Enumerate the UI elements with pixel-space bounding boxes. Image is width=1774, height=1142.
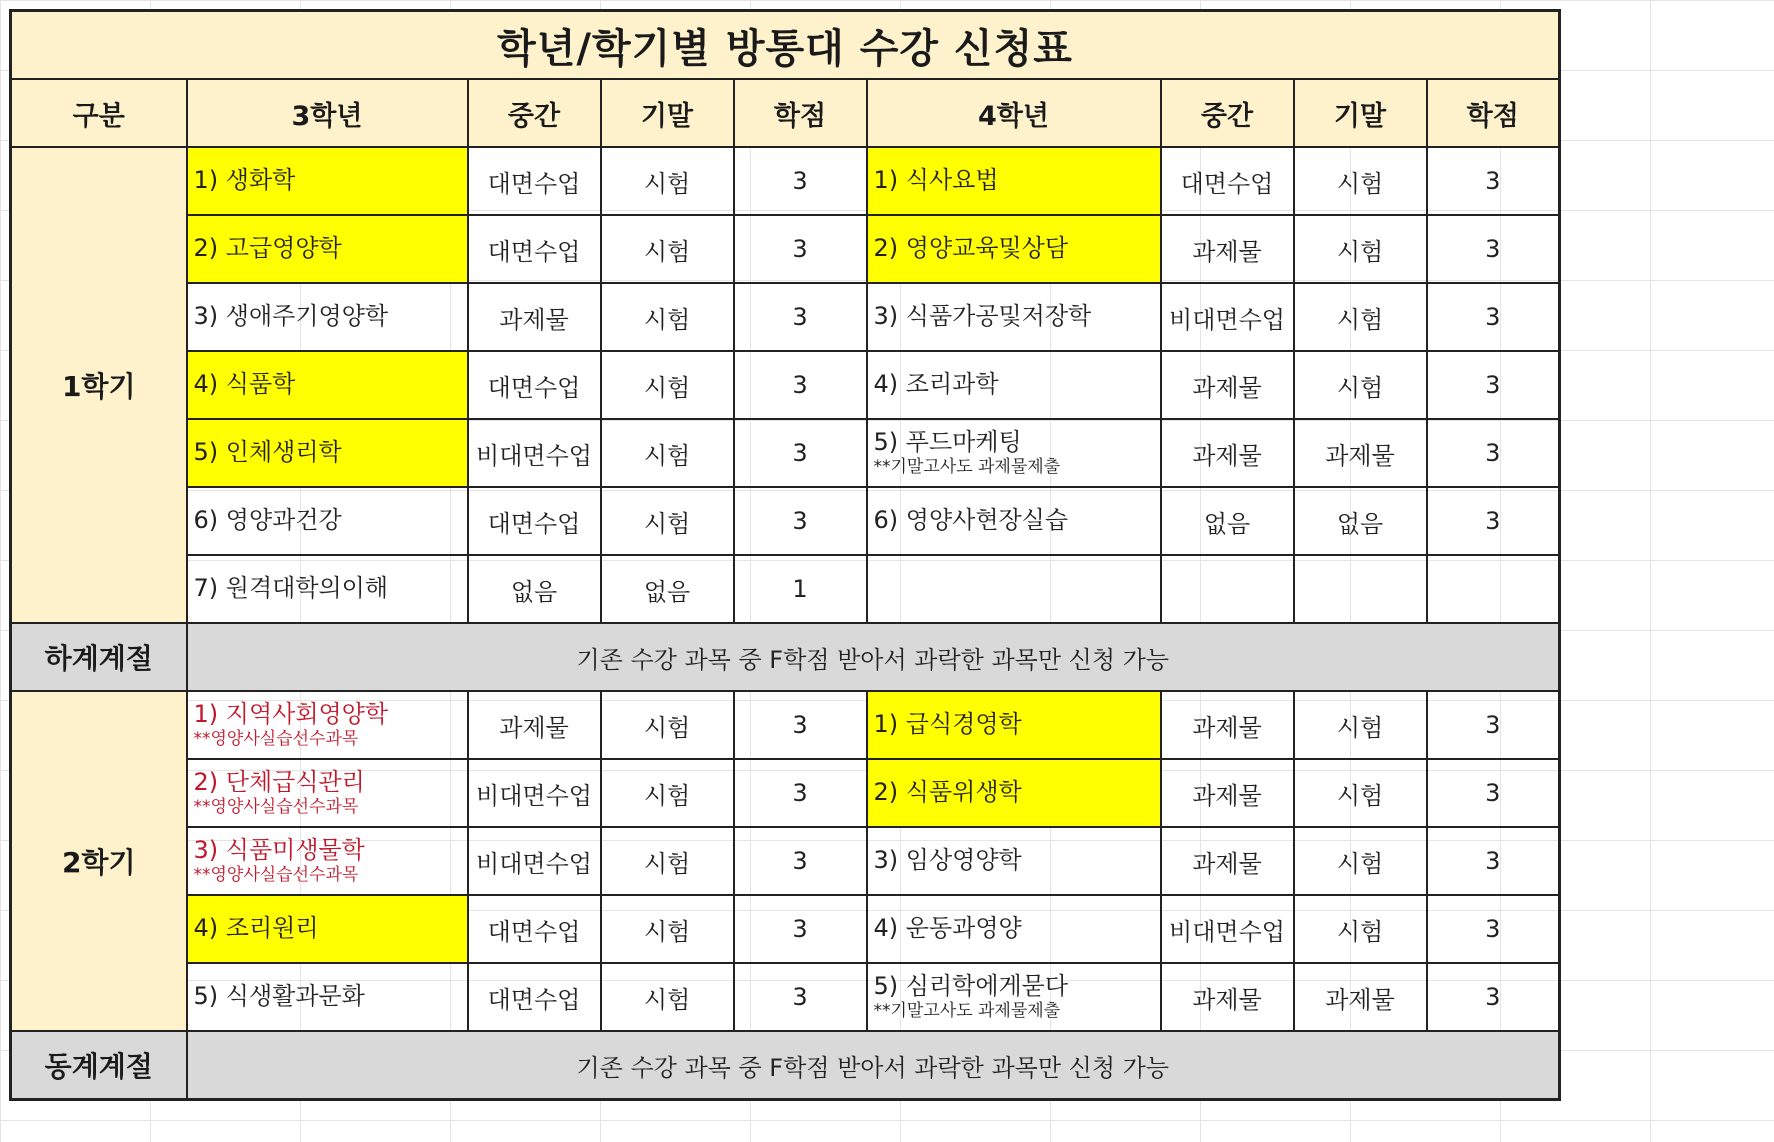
credit-value: 3 <box>734 215 867 283</box>
credit-value: 3 <box>1427 963 1560 1031</box>
credit-value: 3 <box>734 827 867 895</box>
header-year3: 3학년 <box>187 79 468 147</box>
midterm-method: 비대면수업 <box>1161 283 1294 351</box>
semester-label: 1학기 <box>11 147 187 623</box>
credit-value: 3 <box>734 283 867 351</box>
summer-session-notice: 기존 수강 과목 중 F학점 받아서 과락한 과목만 신청 가능 <box>187 623 1560 691</box>
course-name: 4) 조리과학 <box>873 370 999 399</box>
summer-session-label: 하계계절 <box>11 623 187 691</box>
credit-value: 3 <box>1427 215 1560 283</box>
course-cell-year4 <box>867 691 1161 759</box>
course-cell-year3 <box>187 759 468 827</box>
course-cell-year4 <box>867 759 1161 827</box>
course-note: **영양사실습선수과목 <box>193 797 359 818</box>
winter-session-label: 동계계절 <box>11 1031 187 1100</box>
course-cell-year3 <box>187 827 468 895</box>
header-year4-credit: 학점 <box>1427 79 1560 147</box>
course-note: **기말고사도 과제물제출 <box>873 1001 1061 1022</box>
course-cell-year4 <box>867 419 1161 487</box>
course-cell-year4 <box>867 827 1161 895</box>
course-name: 1) 지역사회영양학 <box>193 699 389 728</box>
course-cell-year3 <box>187 351 468 419</box>
course-name: 4) 조리원리 <box>193 914 319 943</box>
summer-session-row <box>11 623 1560 691</box>
final-method: 시험 <box>601 487 734 555</box>
header-row <box>11 79 1560 147</box>
credit-value: 3 <box>1427 827 1560 895</box>
final-method: 없음 <box>601 555 734 623</box>
course-cell-year3 <box>187 283 468 351</box>
course-cell-year3 <box>187 691 468 759</box>
credit-value: 3 <box>734 691 867 759</box>
credit-value: 3 <box>1427 895 1560 963</box>
midterm-method: 없음 <box>468 555 601 623</box>
course-name: 3) 식품미생물학 <box>193 835 365 864</box>
course-name: 5) 심리학에게묻다 <box>873 971 1069 1000</box>
winter-session-notice: 기존 수강 과목 중 F학점 받아서 과락한 과목만 신청 가능 <box>187 1031 1560 1100</box>
table-row <box>11 555 1560 623</box>
course-name: 1) 식사요법 <box>873 166 999 195</box>
final-method: 시험 <box>601 759 734 827</box>
course-cell-year3 <box>187 147 468 215</box>
credit-value: 3 <box>1427 147 1560 215</box>
course-cell-year4 <box>867 895 1161 963</box>
table-row <box>11 487 1560 555</box>
final-method: 시험 <box>1294 759 1427 827</box>
final-method: 시험 <box>1294 895 1427 963</box>
course-note: **기말고사도 과제물제출 <box>873 457 1061 478</box>
course-cell-year3 <box>187 419 468 487</box>
course-cell-year4 <box>867 963 1161 1031</box>
header-year4-final: 기말 <box>1294 79 1427 147</box>
final-method: 시험 <box>1294 215 1427 283</box>
course-cell-year4 <box>867 283 1161 351</box>
final-method: 시험 <box>1294 351 1427 419</box>
course-name: 3) 임상영양학 <box>873 846 1022 875</box>
final-method: 시험 <box>601 215 734 283</box>
course-name: 2) 영양교육및상담 <box>873 234 1069 263</box>
course-name: 6) 영양과건강 <box>193 506 342 535</box>
header-year3-midterm: 중간 <box>468 79 601 147</box>
course-name: 4) 운동과영양 <box>873 914 1022 943</box>
course-cell-year3 <box>187 895 468 963</box>
course-name: 3) 식품가공및저장학 <box>873 302 1092 331</box>
midterm-method: 과제물 <box>1161 963 1294 1031</box>
credit-value: 3 <box>734 147 867 215</box>
final-method: 과제물 <box>1294 963 1427 1031</box>
final-method: 시험 <box>1294 691 1427 759</box>
midterm-method: 비대면수업 <box>1161 895 1294 963</box>
table-row <box>11 351 1560 419</box>
course-name: 1) 생화학 <box>193 166 296 195</box>
course-note: **영양사실습선수과목 <box>193 729 359 750</box>
midterm-method: 과제물 <box>468 283 601 351</box>
midterm-method: 대면수업 <box>468 895 601 963</box>
course-name: 5) 푸드마케팅 <box>873 427 1022 456</box>
table-row <box>11 827 1560 895</box>
midterm-method: 과제물 <box>1161 351 1294 419</box>
table-row <box>11 691 1560 759</box>
course-name: 4) 식품학 <box>193 370 296 399</box>
midterm-method: 과제물 <box>1161 215 1294 283</box>
midterm-method: 대면수업 <box>1161 147 1294 215</box>
table-row <box>11 419 1560 487</box>
midterm-method: 대면수업 <box>468 963 601 1031</box>
course-name: 6) 영양사현장실습 <box>873 506 1069 535</box>
credit-value: 3 <box>1427 759 1560 827</box>
course-cell-year3 <box>187 555 468 623</box>
final-method: 시험 <box>601 351 734 419</box>
title-row <box>11 11 1560 80</box>
course-registration-table <box>9 9 1561 1101</box>
credit-value <box>1427 555 1560 623</box>
midterm-method: 대면수업 <box>468 487 601 555</box>
table-row <box>11 895 1560 963</box>
final-method: 시험 <box>601 895 734 963</box>
header-year4: 4학년 <box>867 79 1161 147</box>
final-method: 시험 <box>601 963 734 1031</box>
course-cell-year4 <box>867 147 1161 215</box>
semester-label: 2학기 <box>11 691 187 1031</box>
final-method: 시험 <box>1294 147 1427 215</box>
midterm-method: 대면수업 <box>468 147 601 215</box>
course-name: 5) 인체생리학 <box>193 438 342 467</box>
course-cell-year3 <box>187 487 468 555</box>
course-cell-year3 <box>187 215 468 283</box>
midterm-method: 비대면수업 <box>468 759 601 827</box>
course-name: 3) 생애주기영양학 <box>193 302 389 331</box>
final-method: 시험 <box>601 691 734 759</box>
credit-value: 1 <box>734 555 867 623</box>
course-cell-year3 <box>187 963 468 1031</box>
header-year3-credit: 학점 <box>734 79 867 147</box>
credit-value: 3 <box>734 487 867 555</box>
course-name: 2) 식품위생학 <box>873 778 1022 807</box>
final-method: 시험 <box>1294 283 1427 351</box>
credit-value: 3 <box>734 963 867 1031</box>
credit-value: 3 <box>734 895 867 963</box>
midterm-method: 과제물 <box>1161 691 1294 759</box>
course-name: 5) 식생활과문화 <box>193 982 365 1011</box>
course-cell-year4 <box>867 351 1161 419</box>
final-method <box>1294 555 1427 623</box>
table-row <box>11 963 1560 1031</box>
final-method: 시험 <box>601 283 734 351</box>
credit-value: 3 <box>734 419 867 487</box>
credit-value: 3 <box>1427 487 1560 555</box>
midterm-method: 비대면수업 <box>468 827 601 895</box>
midterm-method: 과제물 <box>1161 827 1294 895</box>
final-method: 시험 <box>1294 827 1427 895</box>
midterm-method: 비대면수업 <box>468 419 601 487</box>
final-method: 시험 <box>601 147 734 215</box>
credit-value: 3 <box>1427 351 1560 419</box>
midterm-method: 대면수업 <box>468 351 601 419</box>
credit-value: 3 <box>1427 691 1560 759</box>
table-row <box>11 283 1560 351</box>
final-method: 시험 <box>601 419 734 487</box>
table-row <box>11 759 1560 827</box>
course-name: 7) 원격대학의이해 <box>193 574 389 603</box>
course-name: 1) 급식경영학 <box>873 710 1022 739</box>
final-method: 없음 <box>1294 487 1427 555</box>
course-cell-year4 <box>867 555 1161 623</box>
course-cell-year4 <box>867 487 1161 555</box>
midterm-method: 대면수업 <box>468 215 601 283</box>
header-year3-final: 기말 <box>601 79 734 147</box>
midterm-method: 없음 <box>1161 487 1294 555</box>
header-year4-midterm: 중간 <box>1161 79 1294 147</box>
course-cell-year4 <box>867 215 1161 283</box>
winter-session-row <box>11 1031 1560 1100</box>
table-row <box>11 147 1560 215</box>
credit-value: 3 <box>734 759 867 827</box>
midterm-method: 과제물 <box>1161 419 1294 487</box>
midterm-method <box>1161 555 1294 623</box>
table-row <box>11 215 1560 283</box>
credit-value: 3 <box>1427 283 1560 351</box>
midterm-method: 과제물 <box>468 691 601 759</box>
credit-value: 3 <box>734 351 867 419</box>
midterm-method: 과제물 <box>1161 759 1294 827</box>
table-title: 학년/학기별 방통대 수강 신청표 <box>11 11 1560 80</box>
course-name: 2) 고급영양학 <box>193 234 342 263</box>
credit-value: 3 <box>1427 419 1560 487</box>
course-note: **영양사실습선수과목 <box>193 865 359 886</box>
final-method: 과제물 <box>1294 419 1427 487</box>
header-category: 구분 <box>11 79 187 147</box>
final-method: 시험 <box>601 827 734 895</box>
course-name: 2) 단체급식관리 <box>193 767 365 796</box>
